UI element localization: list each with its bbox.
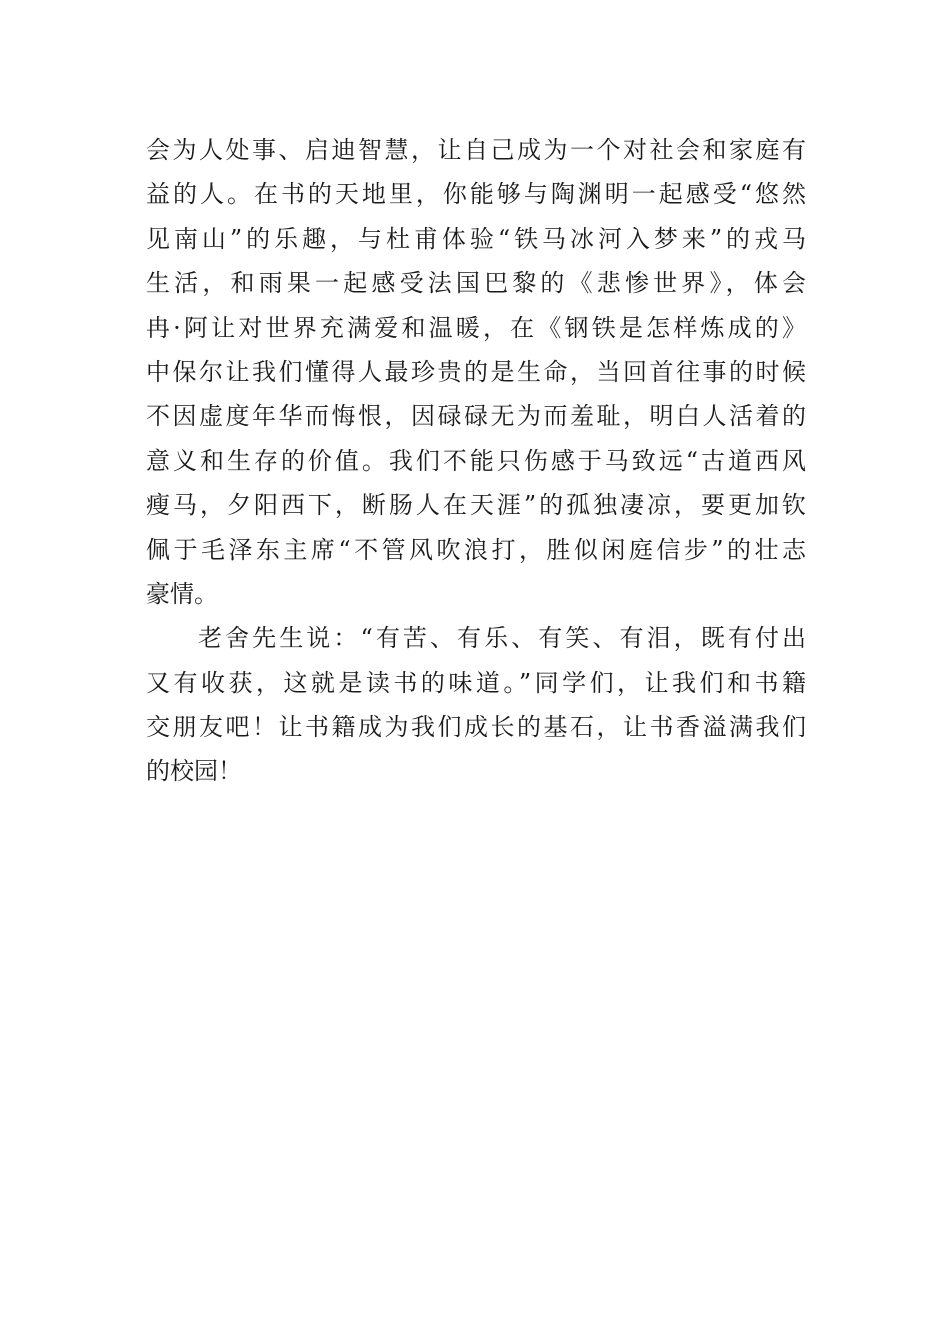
text-line: 意义和生存的价值。我们不能只伤感于马致远“古道西风: [146, 446, 806, 475]
text-line: 见南山”的乐趣，与杜甫体验“铁马冰河入梦来”的戎马: [146, 224, 806, 253]
text-line: 生活，和雨果一起感受法国巴黎的《悲惨世界》，体会: [146, 269, 806, 298]
text-line: 豪情。: [146, 579, 218, 608]
text-line: 益的人。在书的天地里，你能够与陶渊明一起感受“悠然: [146, 180, 806, 209]
text-line: 会为人处事、启迪智慧，让自己成为一个对社会和家庭有: [146, 136, 806, 164]
text-line: 冉·阿让对世界充满爱和温暖，在《钢铁是怎样炼成的》: [146, 313, 806, 342]
paragraph-2: [146, 616, 806, 794]
paragraph-1: [146, 128, 806, 616]
text-line: 佩于毛泽东主席“不管风吹浪打，胜似闲庭信步”的壮志: [146, 535, 806, 564]
text-line: 的校园！: [146, 757, 242, 786]
text-line: 不因虚度年华而悔恨，因碌碌无为而羞耻，明白人活着的: [146, 402, 806, 431]
text-line: 瘦马，夕阳西下，断肠人在天涯”的孤独凄凉，要更加钦: [146, 491, 806, 520]
text-line: 又有收获，这就是读书的味道。”同学们，让我们和书籍: [146, 668, 806, 697]
text-line: 中保尔让我们懂得人最珍贵的是生命，当回首往事的时候: [146, 357, 806, 386]
document-body: [146, 128, 806, 794]
text-line: 老舍先生说：“有苦、有乐、有笑、有泪，既有付出: [198, 624, 806, 653]
text-line: 交朋友吧！让书籍成为我们成长的基石，让书香溢满我们: [146, 713, 806, 742]
